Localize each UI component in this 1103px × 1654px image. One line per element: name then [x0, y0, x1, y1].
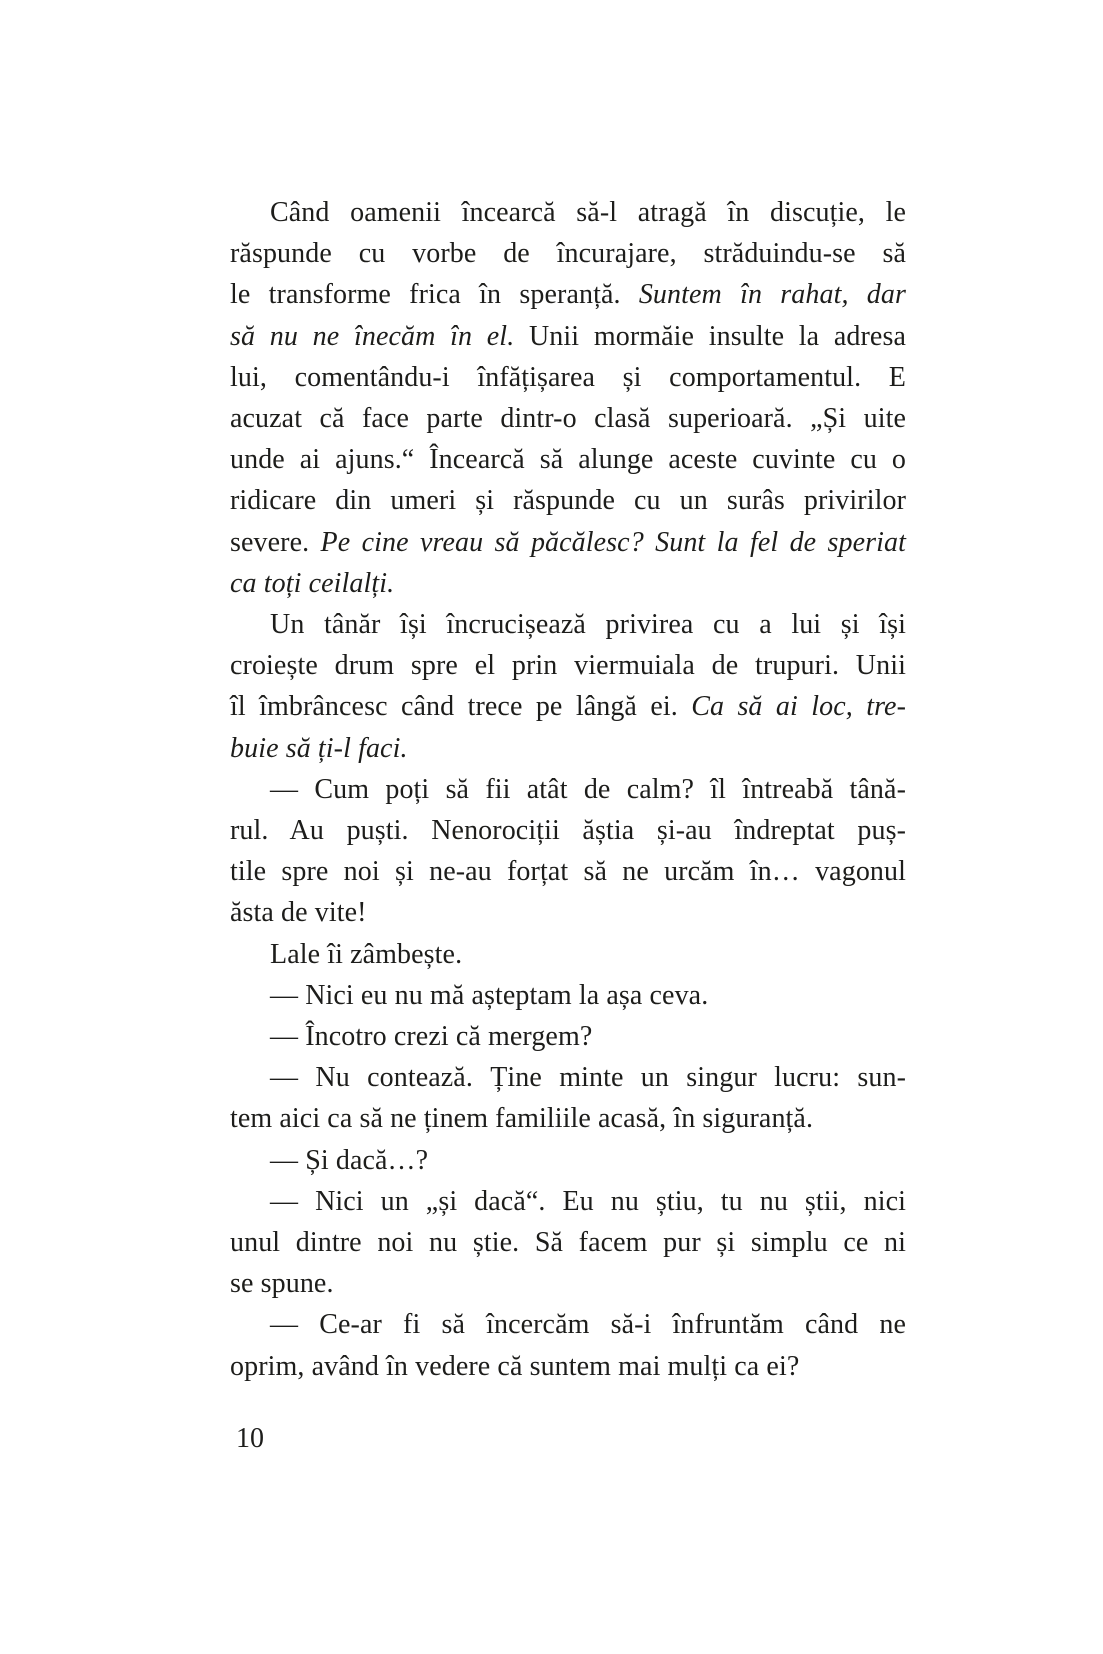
paragraph: [230, 769, 906, 934]
text-segment: Pe cine vreau să păcălesc? Sunt la fel de speriat: [320, 526, 906, 558]
text-segment: unde ai ajuns.“ Încearcă să alunge aceste cuvinte cu o: [230, 444, 906, 476]
text-line: [230, 1057, 906, 1098]
text-line: [230, 1140, 906, 1181]
text-line: [230, 480, 906, 521]
text-segment: — Încotro crezi că mergem?: [270, 1021, 593, 1053]
text-line: [230, 1304, 906, 1345]
text-line: [230, 357, 906, 398]
text-segment: se spune.: [230, 1268, 334, 1300]
text-line: [230, 851, 906, 892]
paragraph: [230, 975, 906, 1016]
text-segment: răspunde cu vorbe de încurajare, străduindu-se să: [230, 238, 906, 270]
text-segment: ăsta de vite!: [230, 897, 367, 929]
text-line: [230, 192, 906, 233]
text-segment: ca toți ceilalți.: [230, 567, 395, 599]
text-line: [230, 728, 906, 769]
text-line: [230, 398, 906, 439]
text-segment: — Nici eu nu mă așteptam la așa ceva.: [270, 979, 709, 1011]
text-segment: — Nici un „și dacă“. Eu nu știu, tu nu știi, nici: [270, 1185, 906, 1217]
text-line: [230, 892, 906, 933]
text-line: [230, 645, 906, 686]
paragraph: [230, 1016, 906, 1057]
text-line: [230, 522, 906, 563]
text-line: [230, 1346, 906, 1387]
text-segment: unul dintre noi nu știe. Să facem pur și simplu ce ni: [230, 1227, 906, 1259]
paragraph: [230, 192, 906, 604]
paragraph: [230, 1140, 906, 1181]
paragraph: [230, 1304, 906, 1386]
text-line: [230, 274, 906, 315]
text-segment: rul. Au puști. Nenorociții ăștia și-au îndreptat puș-: [230, 815, 906, 847]
text-segment: să nu ne înecăm în el.: [230, 320, 515, 352]
text-segment: severe.: [230, 526, 321, 558]
text-segment: tem aici ca să ne ținem familiile acasă, în siguranță.: [230, 1103, 814, 1135]
text-segment: buie să ți-l faci.: [230, 732, 408, 764]
paragraph: [230, 604, 906, 769]
text-segment: Suntem în rahat, dar: [638, 279, 906, 311]
text-line: [230, 769, 906, 810]
text-line: [230, 439, 906, 480]
page-number: 10: [236, 1423, 264, 1454]
text-line: [230, 1016, 906, 1057]
text-segment: tile spre noi și ne-au forțat să ne urcăm în… vagonul: [230, 856, 906, 888]
text-line: [230, 316, 906, 357]
text-segment: Un tânăr își încrucișează privirea cu a lui și își: [270, 609, 906, 641]
text-line: [230, 1263, 906, 1304]
text-segment: acuzat că face parte dintr-o clasă superioară. „Și uite: [230, 403, 906, 435]
text-line: [230, 1222, 906, 1263]
text-segment: Ca să ai loc, tre-: [691, 691, 906, 723]
paragraph: [230, 934, 906, 975]
page-text: [230, 192, 906, 1387]
text-line: [230, 686, 906, 727]
text-line: [230, 233, 906, 274]
text-segment: oprim, având în vedere că suntem mai mulți ca ei?: [230, 1350, 800, 1382]
text-segment: lui, comentându-i înfățișarea și comportamentul. E: [230, 361, 906, 393]
text-segment: — Nu contează. Ține minte un singur lucru: sun-: [270, 1062, 906, 1094]
paragraph: [230, 1181, 906, 1305]
text-segment: Când oamenii încearcă să-l atragă în discuție, le: [270, 197, 906, 228]
text-line: [230, 810, 906, 851]
text-segment: — Cum poți să fii atât de calm? îl întreabă tână-: [270, 773, 906, 805]
text-segment: le transforme frica în speranță.: [230, 279, 639, 311]
text-line: [230, 934, 906, 975]
text-segment: — Ce-ar fi să încercăm să-i înfruntăm când ne: [270, 1309, 906, 1341]
text-segment: — Și dacă…?: [270, 1144, 429, 1176]
text-segment: ridicare din umeri și răspunde cu un surâs privirilor: [230, 485, 906, 517]
text-line: [230, 1181, 906, 1222]
text-segment: Unii mormăie insulte la adresa: [514, 320, 906, 352]
text-line: [230, 563, 906, 604]
text-line: [230, 604, 906, 645]
text-segment: Lale îi zâmbește.: [270, 938, 463, 970]
text-line: [230, 1098, 906, 1139]
text-segment: croiește drum spre el prin viermuiala de trupuri. Unii: [230, 650, 906, 682]
paragraph: [230, 1057, 906, 1139]
text-line: [230, 975, 906, 1016]
text-segment: îl îmbrâncesc când trece pe lângă ei.: [230, 691, 692, 723]
